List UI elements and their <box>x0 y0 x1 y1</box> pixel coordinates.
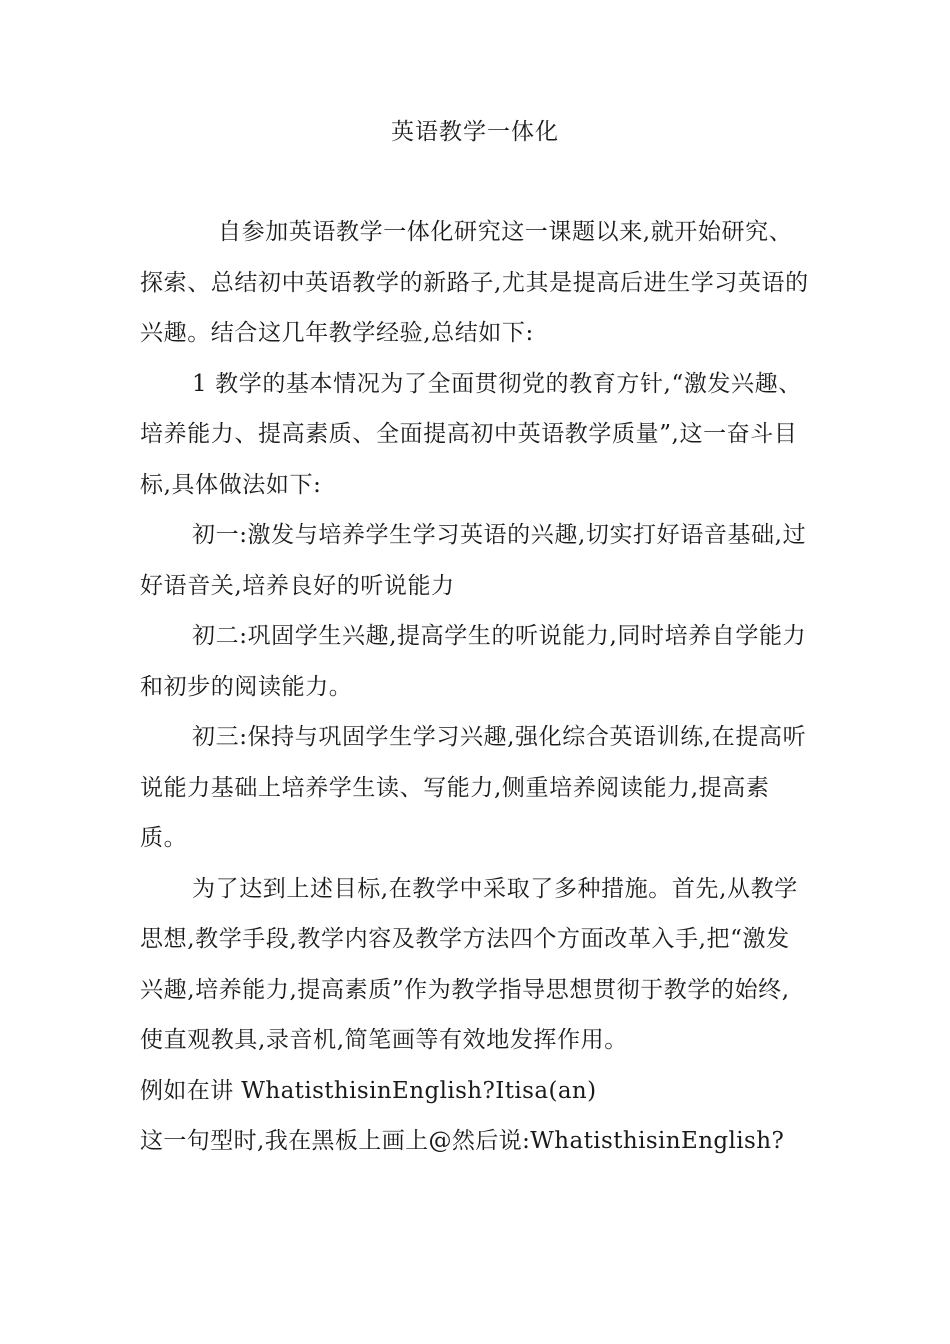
example-line: 例如在讲 WhatisthisinEnglish?Itisa(an) <box>140 1077 597 1104</box>
paragraph-grade-two: 初二:巩固学生兴趣,提高学生的听说能力,同时培养自学能力和初步的阅读能力。 <box>140 623 807 700</box>
paragraph-grade-three: 初三:保持与巩固学生学习兴趣,强化综合英语训练,在提高听说能力基础上培养学生读、写能力,侧重培养阅读能力,提高素质。 <box>140 724 807 851</box>
paragraph-measures: 为了达到上述目标,在教学中采取了多种措施。首先,从教学思想,教学手段,教学内容及教学方法四个方面改革入手,把“激发兴趣,培养能力,提高素质”作为教学指导思想贯彻于教学的始终,使直观教具,录音机,简笔画等有效地发挥作用。 <box>140 875 798 1053</box>
paragraph-basic-situation: 1 教学的基本情况为了全面贯彻党的教育方针,“激发兴趣、培养能力、提高素质、全面提高初中英语教学质量”,这一奋斗目标,具体做法如下: <box>140 370 802 498</box>
paragraph-grade-one: 初一:激发与培养学生学习英语的兴趣,切实打好语音基础,过好语音关,培养良好的听说能力 <box>140 522 807 599</box>
document-title: 英语教学一体化 <box>391 119 559 145</box>
paragraph-intro: 自参加英语教学一体化研究这一课题以来,就开始研究、探索、总结初中英语教学的新路子,尤其是提高后进生学习英语的兴趣。结合这几年教学经验,总结如下: <box>140 219 809 346</box>
document-body <box>140 207 812 1167</box>
example-line-continued: 这一句型时,我在黑板上画上@然后说:WhatisthisinEnglish? <box>140 1128 785 1154</box>
